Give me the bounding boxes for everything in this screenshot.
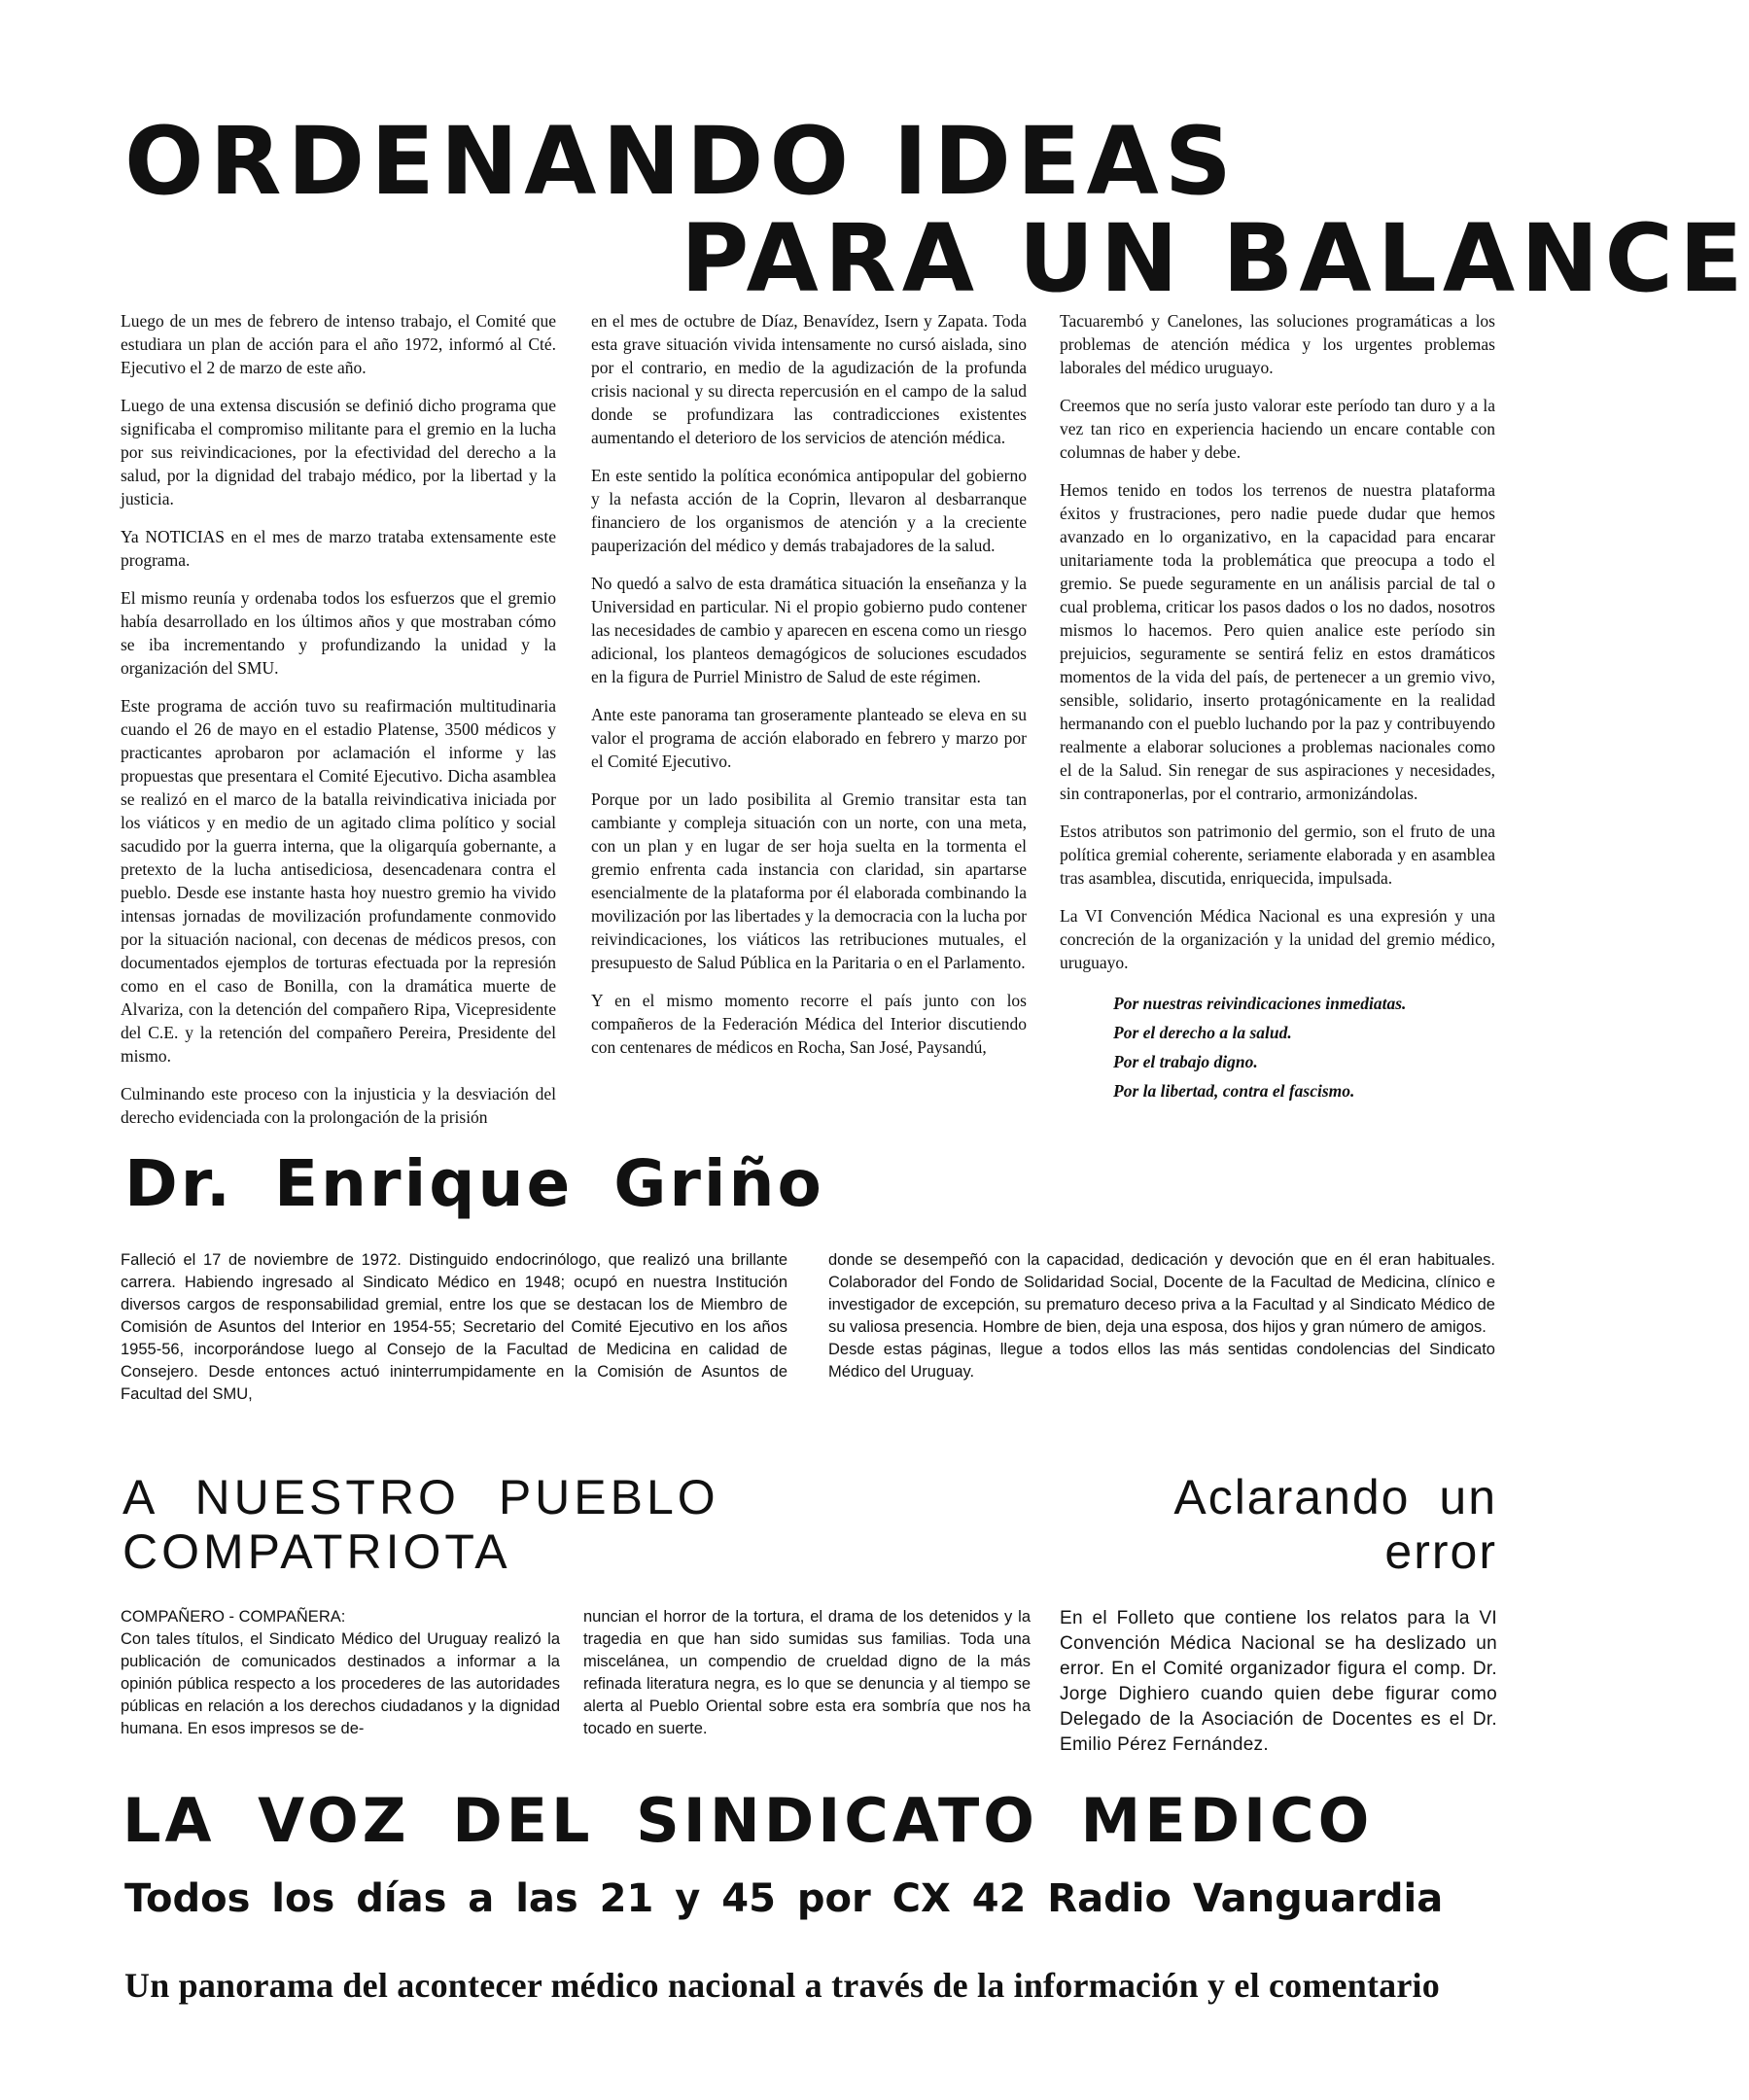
article-paragraph: Ya NOTICIAS en el mes de marzo trataba extensamente este programa. [121,527,556,570]
obituary-column-2 [828,1249,1495,1383]
pueblo-title-line1: A NUESTRO PUEBLO [122,1470,719,1524]
slogan-list [1113,989,1495,1105]
obituary-paragraph: Falleció el 17 de noviembre de 1972. Distinguido endocrinólogo, que realizó una brillante carrera. Habiendo ingresado al Sindicato Médico en 1948; ocupó en nuestra Institución diversos cargos de responsabilidad gremial, entre los que se destacan los de Miembro de Comisión de Asuntos del Interior en 1954-55; Secretario del Comité Ejecutivo en los años 1955-56, incorporándose luego al Consejo de la Facultad de Medicina en calidad de Consejero. Desde entonces actuó ininterrumpidamente en la Comisión de Asuntos de Facultad del SMU, [121,1251,787,1403]
article-column-3 [1060,309,1495,1105]
article-paragraph: Hemos tenido en todos los terrenos de nuestra plataforma éxitos y frustraciones, pero nadie puede dudar que hemos avanzado en lo organizativo, en la capacidad para encarar unitariamente toda la problemática que preocupa a todo el gremio. Se puede seguramente en un análisis parcial de tal o cual problema, criticar los pasos dados o los no dados, nosotros mismos lo hacemos. Pero quien analice este período sin prejuicios, seguramente se sentirá feliz en estos dramáticos momentos de la vida del país, de pertenecer a un gremio vivo, sensible, solidario, inserto protagónicamente en la realidad hermanando con el pueblo luchando por la paz y contribuyendo realmente a elaborar soluciones a problemas nacionales como el de la Salud. Sin renegar de sus aspiraciones y necesidades, sin contraponerlas, por el contrario, armonizándolas. [1060,480,1495,803]
radio-title: LA VOZ DEL SINDICATO MEDICO [122,1785,1374,1856]
article-title-line1: ORDENANDO IDEAS [124,107,1238,216]
article-paragraph: Tacuarembó y Canelones, las soluciones programáticas a los problemas de atención médica y los urgentes problemas laborales del médico uruguayo. [1060,311,1495,377]
error-title-line2: error [1384,1524,1497,1579]
article-paragraph: Y en el mismo momento recorre el país junto con los compañeros de la Federación Médica del Interior discutiendo con centenares de médicos en Rocha, San José, Paysandú, [591,991,1027,1057]
radio-schedule: Todos los días a las 21 y 45 por CX 42 Radio Vanguardia [124,1876,1444,1921]
article-column-1 [121,309,556,1129]
radio-tagline: Un panorama del acontecer médico nacional a través de la información y el comentario [124,1966,1440,2005]
slogan: Por el trabajo digno. [1113,1052,1258,1071]
slogan: Por nuestras reivindicaciones inmediatas. [1113,994,1407,1013]
article-paragraph: En este sentido la política económica antipopular del gobierno y la nefasta acción de la Coprin, llevaron al desbarranque financiero de los organismos de atención y a la creciente pauperización del médico y demás trabajadores de la salud. [591,466,1027,555]
slogan: Por el derecho a la salud. [1113,1023,1292,1042]
error-paragraph: En el Folleto que contiene los relatos para la VI Convención Médica Nacional se ha deslizado un error. En el Comité organizador figura el comp. Dr. Jorge Dighiero cuando quien debe figurar como Delegado de la Asociación de Docentes es el Dr. Emilio Pérez Fernández. [1060,1608,1497,1755]
pueblo-title [122,1470,719,1579]
article-paragraph: La VI Convención Médica Nacional es una expresión y una concreción de la organización y la unidad del gremio médico, uruguayo. [1060,906,1495,972]
article-paragraph: Culminando este proceso con la injusticia y la desviación del derecho evidenciada con la prolongación de la prisión [121,1084,556,1127]
pueblo-column-2 [583,1606,1031,1740]
error-title [1173,1470,1497,1579]
article-paragraph: Porque por un lado posibilita al Gremio transitar esta tan cambiante y compleja situación con un norte, con una meta, con un plan y en lugar de ser hoja suelta en la tormenta el gremio enfrenta cada instancia con claridad, sin apartarse esencialmente de la plataforma por él elaborada combinando la movilización por las libertades y la democracia con la lucha por reivindicaciones, los viáticos las retribuciones mutuales, el presupuesto de Salud Pública en la Paritaria o en el Parlamento. [591,789,1027,972]
article-column-2 [591,309,1027,1073]
article-paragraph: El mismo reunía y ordenaba todos los esfuerzos que el gremio había desarrollado en los últimos años y que mostraban cómo se iba incrementando y profundizando la unidad y la organización del SMU. [121,588,556,678]
article-paragraph: Ante este panorama tan groseramente planteado se eleva en su valor el programa de acción elaborado en febrero y marzo por el Comité Ejecutivo. [591,705,1027,771]
obituary-paragraph: Desde estas páginas, llegue a todos ellos las más sentidas condolencias del Sindicato Médico del Uruguay. [828,1341,1495,1381]
article-paragraph: en el mes de octubre de Díaz, Benavídez, Isern y Zapata. Toda esta grave situación vivida intensamente no cursó aislada, sino por el contrario, en medio de la agudización de la profunda crisis nacional y su directa repercusión en el campo de la salud donde se profundizara las contradicciones existentes aumentando el deterioro de los servicios de atención médica. [591,311,1027,447]
obituary-paragraph: donde se desempeñó con la capacidad, dedicación y devoción que en él eran habituales. Colaborador del Fondo de Solidaridad Social, Docente de la Facultad de Medicina, clínico e investigador de excepción, su prematuro deceso priva a la Facultad y al Sindicato Médico de su valiosa presencia. Hombre de bien, deja una esposa, dos hijos y gran número de amigos. [828,1251,1495,1336]
obituary-column-1 [121,1249,787,1406]
article-paragraph: Creemos que no sería justo valorar este período tan duro y a la vez tan rico en experiencia haciendo un encare contable con columnas de haber y debe. [1060,396,1495,462]
article-paragraph: Este programa de acción tuvo su reafirmación multitudinaria cuando el 26 de mayo en el estadio Platense, 3500 médicos y practicantes aprobaron por aclamación el informe y las propuestas que presentara el Comité Ejecutivo. Dicha asamblea se realizó en el marco de la batalla reivindicativa iniciada por los viáticos y en medio de un agitado clima político y social sacudido por la guerra interna, que la oligarquía gobernante, a pretexto de la lucha antisediciosa, desencadenara contra el pueblo. Desde ese instante hasta hoy nuestro gremio ha vivido intensas jornadas de movilización profundamente conmovido por la situación nacional, con decenas de médicos presos, con documentados ejemplos de torturas efectuada por la represión como en el caso de Bonilla, con la dramática muerte de Alvariza, con la detención del compañero Ripa, Vicepresidente del C.E. y la retención del compañero Pereira, Presidente del mismo. [121,696,556,1066]
pueblo-column-1 [121,1606,560,1740]
error-title-line1: Aclarando un [1173,1470,1497,1524]
pueblo-salutation: COMPAÑERO - COMPAÑERA: [121,1608,346,1626]
obituary-title: Dr. Enrique Griño [124,1146,824,1221]
article-paragraph: Luego de una extensa discusión se definió dicho programa que significaba el compromiso militante para el gremio en la lucha por sus reivindicaciones, por la efectividad del derecho a la salud, por la dignidad del trabajo médico, por la libertad y la justicia. [121,396,556,508]
pueblo-paragraph: nuncian el horror de la tortura, el drama de los detenidos y la tragedia en que han sido sumidas sus familias. Toda una miscelánea, un compendio de crueldad digno de la más refinada literatura negra, es lo que se denuncia y al tiempo se alerta al Pueblo Oriental sobre esta era sombría que nos ha tocado en suerte. [583,1608,1031,1737]
error-body [1060,1606,1497,1758]
pueblo-title-line2: COMPATRIOTA [122,1524,511,1579]
article-paragraph: No quedó a salvo de esta dramática situación la enseñanza y la Universidad en particular. Ni el propio gobierno pudo contener las necesidades de cambio y aparecen en escena como un riesgo adicional, los planteos demagógicos de soluciones escudados en la figura de Purriel Ministro de Salud de este régimen. [591,574,1027,686]
article-paragraph: Estos atributos son patrimonio del germio, son el fruto de una política gremial coherente, seriamente elaborada y en asamblea tras asamblea, discutida, enriquecida, impulsada. [1060,822,1495,888]
pueblo-paragraph: Con tales títulos, el Sindicato Médico del Uruguay realizó la publicación de comunicados destinados a informar a la opinión pública respecto a los procederes de las autoridades públicas en relación a los derechos ciudadanos y la dignidad humana. En esos impresos se de- [121,1630,560,1737]
article-title-line2: PARA UN BALANCE [681,204,1749,313]
article-paragraph: Luego de un mes de febrero de intenso trabajo, el Comité que estudiara un plan de acción para el año 1972, informó al Cté. Ejecutivo el 2 de marzo de este año. [121,311,556,377]
slogan: Por la libertad, contra el fascismo. [1113,1081,1355,1101]
